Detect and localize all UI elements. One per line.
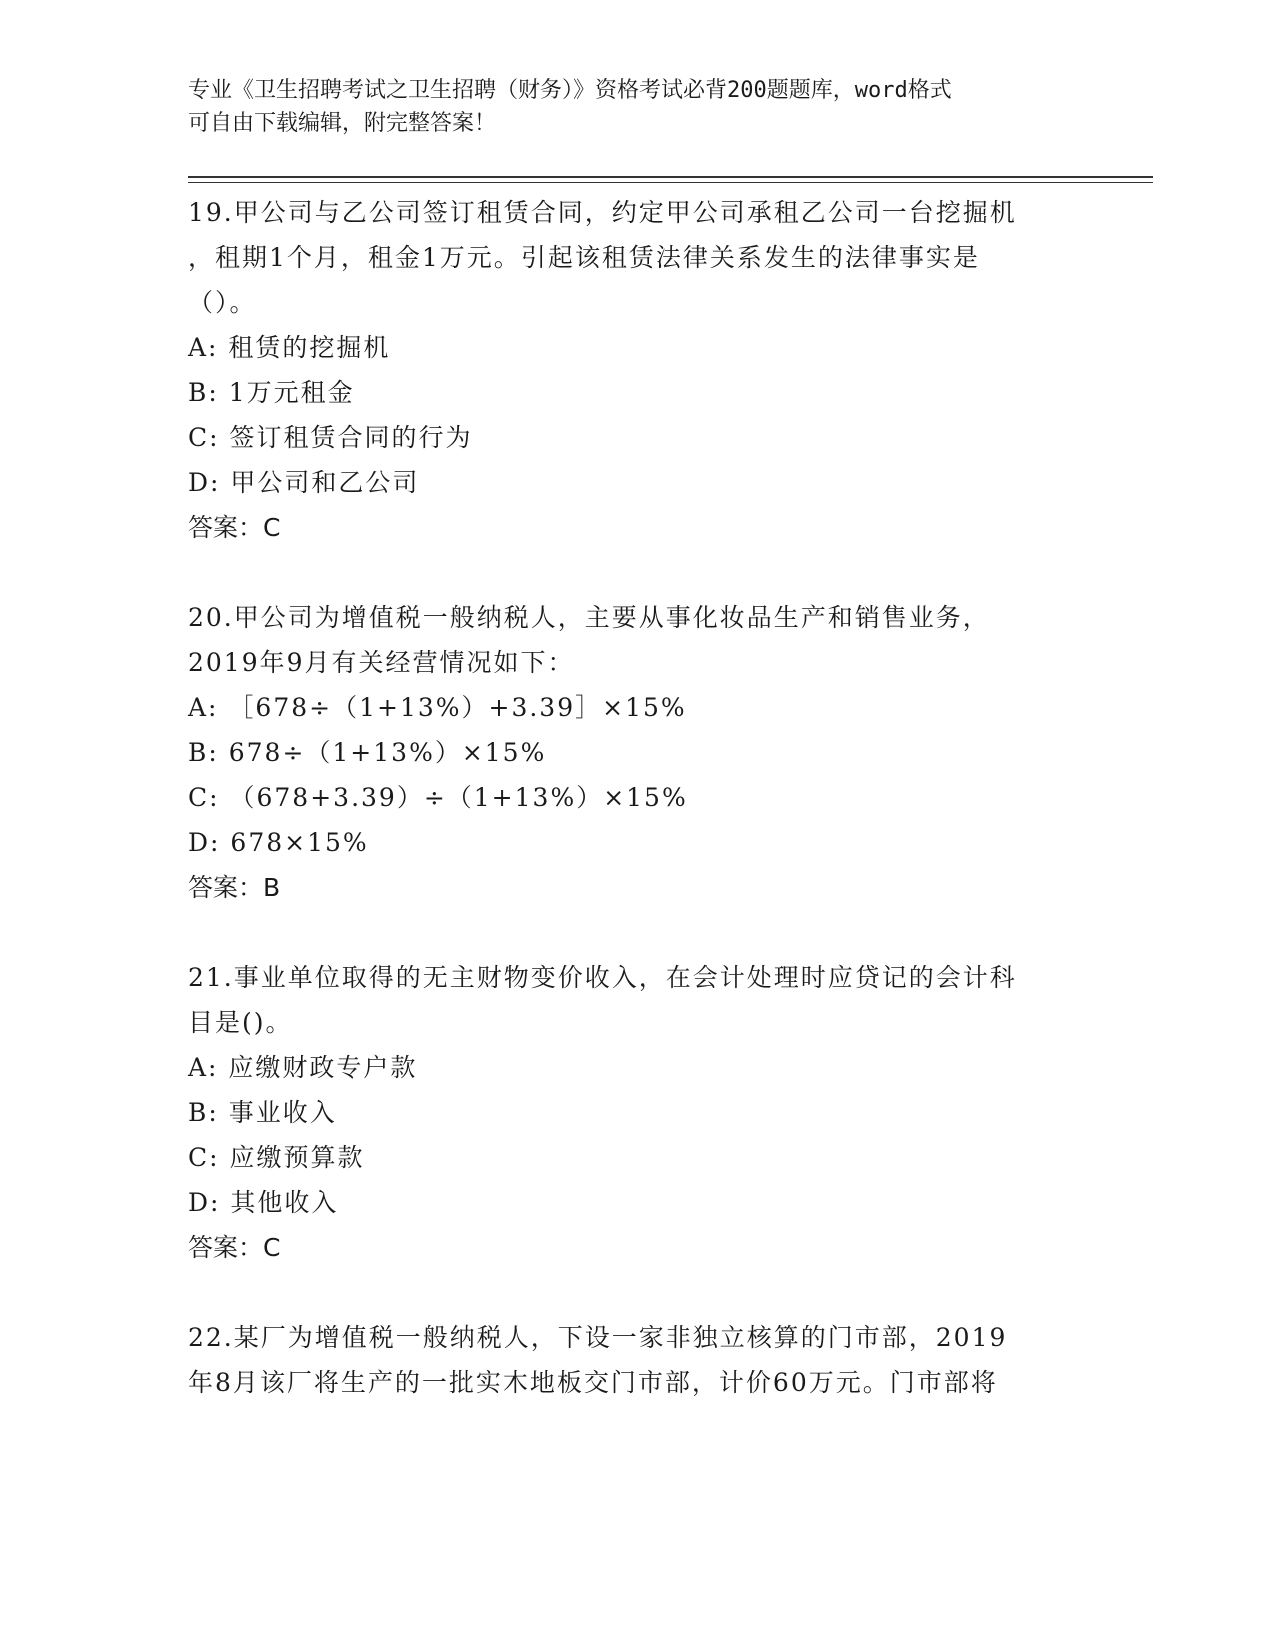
header-line-1: 专业《卫生招聘考试之卫生招聘（财务）》资格考试必背200题题库，word格式 bbox=[188, 78, 952, 103]
answer-label: 答案：C bbox=[188, 513, 281, 542]
answer-label: 答案：B bbox=[188, 873, 281, 902]
spacer bbox=[188, 910, 1088, 955]
spacer bbox=[188, 550, 1088, 595]
option-d: D: 甲公司和乙公司 bbox=[188, 468, 420, 497]
question-stem-line: 21.事业单位取得的无主财物变价收入，在会计处理时应贷记的会计科 bbox=[188, 963, 1017, 992]
header-divider-thick bbox=[188, 176, 1153, 178]
question-stem-line: 22.某厂为增值税一般纳税人，下设一家非独立核算的门市部，2019 bbox=[188, 1323, 1008, 1352]
document-header bbox=[188, 74, 1068, 140]
option-b: B: 1万元租金 bbox=[188, 378, 355, 407]
question-list bbox=[188, 190, 1088, 1405]
header-line-2: 可自由下载编辑，附完整答案！ bbox=[188, 111, 497, 136]
question-stem-line: 2019年9月有关经营情况如下： bbox=[188, 648, 575, 677]
option-c: C: （678+3.39）÷（1+13%）×15% bbox=[188, 783, 688, 812]
option-c: C: 应缴预算款 bbox=[188, 1143, 365, 1172]
question-stem-line: 目是()。 bbox=[188, 1008, 293, 1037]
header-divider-thin bbox=[188, 182, 1153, 183]
question-19 bbox=[188, 190, 1088, 550]
option-a: A: ［678÷（1+13%）+3.39］×15% bbox=[188, 693, 687, 722]
answer-label: 答案：C bbox=[188, 1233, 281, 1262]
option-b: B: 事业收入 bbox=[188, 1098, 337, 1127]
option-a: A: 应缴财政专户款 bbox=[188, 1053, 418, 1082]
question-stem-line: ，租期1个月，租金1万元。引起该租赁法律关系发生的法律事实是 bbox=[188, 243, 980, 272]
option-b: B: 678÷（1+13%）×15% bbox=[188, 738, 547, 767]
option-c: C: 签订租赁合同的行为 bbox=[188, 423, 473, 452]
option-d: D: 其他收入 bbox=[188, 1188, 339, 1217]
question-21 bbox=[188, 955, 1088, 1270]
question-stem-line: （）。 bbox=[188, 288, 257, 317]
spacer bbox=[188, 1270, 1088, 1315]
option-d: D: 678×15% bbox=[188, 828, 369, 857]
option-a: A: 租赁的挖掘机 bbox=[188, 333, 391, 362]
question-22 bbox=[188, 1315, 1088, 1405]
question-stem-line: 19.甲公司与乙公司签订租赁合同，约定甲公司承租乙公司一台挖掘机 bbox=[188, 198, 1017, 227]
question-stem-line: 年8月该厂将生产的一批实木地板交门市部，计价60万元。门市部将 bbox=[188, 1368, 998, 1397]
question-20 bbox=[188, 595, 1088, 910]
question-stem-line: 20.甲公司为增值税一般纳税人，主要从事化妆品生产和销售业务， bbox=[188, 603, 990, 632]
